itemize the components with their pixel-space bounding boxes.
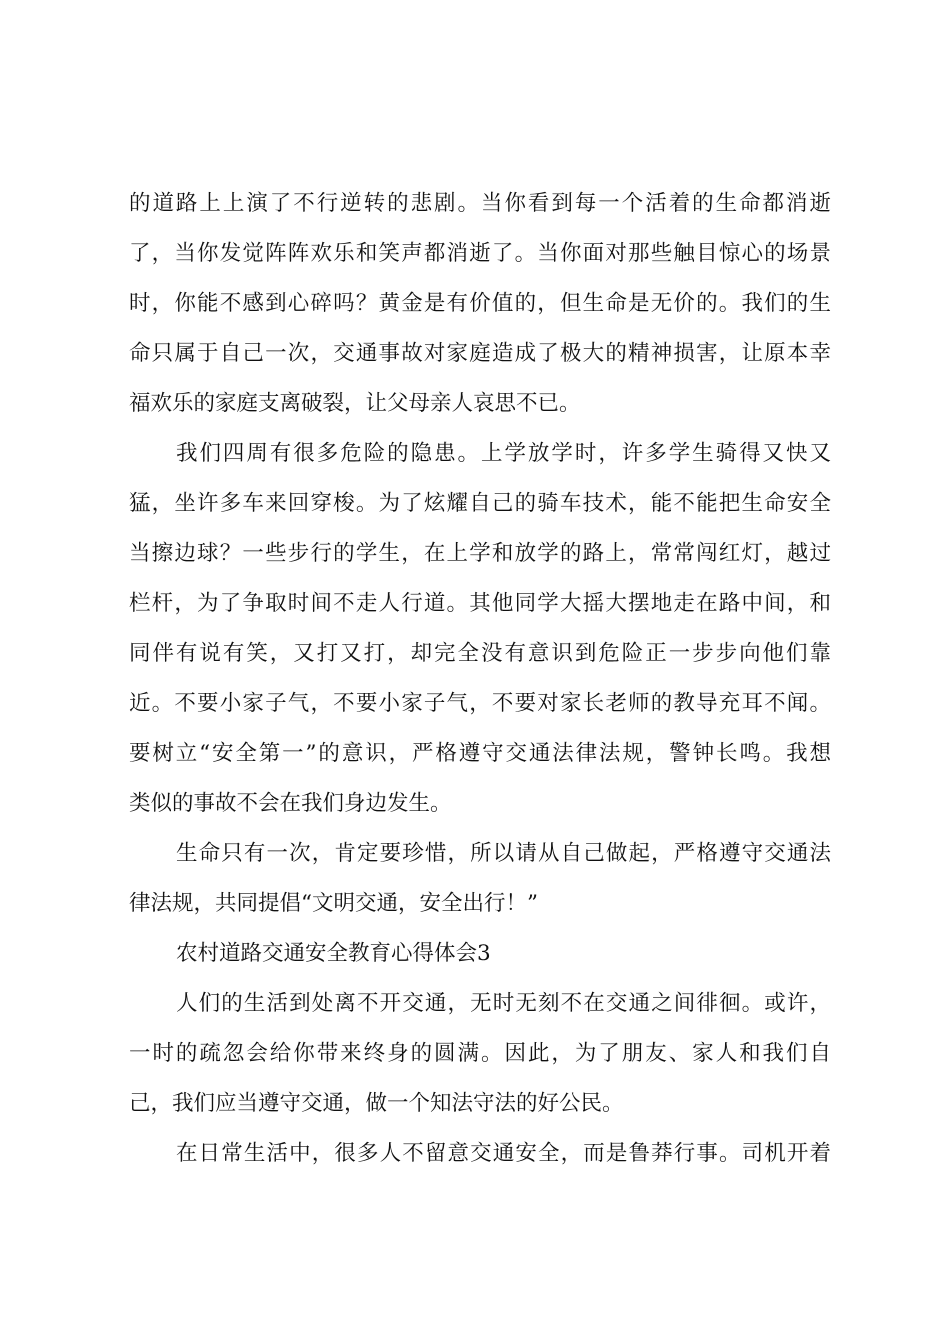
paragraph-2-line-8: 类似的事故不会在我们身边发生。 [129, 791, 452, 816]
paragraph-1-line-4: 命只属于自己一次，交通事故对家庭造成了极大的精神损害，让原本幸 [129, 341, 831, 366]
paragraph-1-line-3: 时，你能不感到心碎吗？黄金是有价值的，但生命是无价的。我们的生 [129, 291, 831, 316]
paragraph-2-line-4: 栏杆，为了争取时间不走人行道。其他同学大摇大摆地走在路中间，和 [129, 591, 831, 616]
paragraph-2-line-1: 我们四周有很多危险的隐患。上学放学时，许多学生骑得又快又 [176, 441, 831, 466]
paragraph-2-line-3: 当擦边球？一些步行的学生，在上学和放学的路上，常常闯红灯，越过 [129, 541, 831, 566]
paragraph-3-line-2: 律法规，共同提倡“文明交通，安全出行！” [129, 891, 538, 916]
paragraph-2-line-5: 同伴有说有笑，又打又打，却完全没有意识到危险正一步步向他们靠 [129, 641, 831, 666]
paragraph-2-line-6: 近。不要小家子气，不要小家子气，不要对家长老师的教导充耳不闻。 [129, 691, 831, 716]
paragraph-4-line-3: 己，我们应当遵守交通，做一个知法守法的好公民。 [129, 1091, 624, 1116]
paragraph-4-line-2: 一时的疏忽会给你带来终身的圆满。因此，为了朋友、家人和我们自 [129, 1041, 831, 1066]
paragraph-1-line-5: 福欢乐的家庭支离破裂，让父母亲人哀思不已。 [129, 391, 581, 416]
paragraph-4-line-1: 人们的生活到处离不开交通，无时无刻不在交通之间徘徊。或许， [176, 991, 831, 1016]
paragraph-3-line-1: 生命只有一次，肯定要珍惜，所以请从自己做起，严格遵守交通法 [176, 841, 831, 866]
paragraph-5-line-1: 在日常生活中，很多人不留意交通安全，而是鲁莽行事。司机开着 [176, 1141, 831, 1166]
section-heading: 农村道路交通安全教育心得体会3 [176, 941, 491, 966]
paragraph-2-line-7: 要树立“安全第一”的意识，严格遵守交通法律法规，警钟长鸣。我想 [129, 741, 831, 766]
paragraph-2-line-2: 猛，坐许多车来回穿梭。为了炫耀自己的骑车技术，能不能把生命安全 [129, 491, 831, 516]
paragraph-1-line-2: 了，当你发觉阵阵欢乐和笑声都消逝了。当你面对那些触目惊心的场景 [129, 241, 831, 266]
paragraph-1-line-1: 的道路上上演了不行逆转的悲剧。当你看到每一个活着的生命都消逝 [129, 191, 831, 216]
